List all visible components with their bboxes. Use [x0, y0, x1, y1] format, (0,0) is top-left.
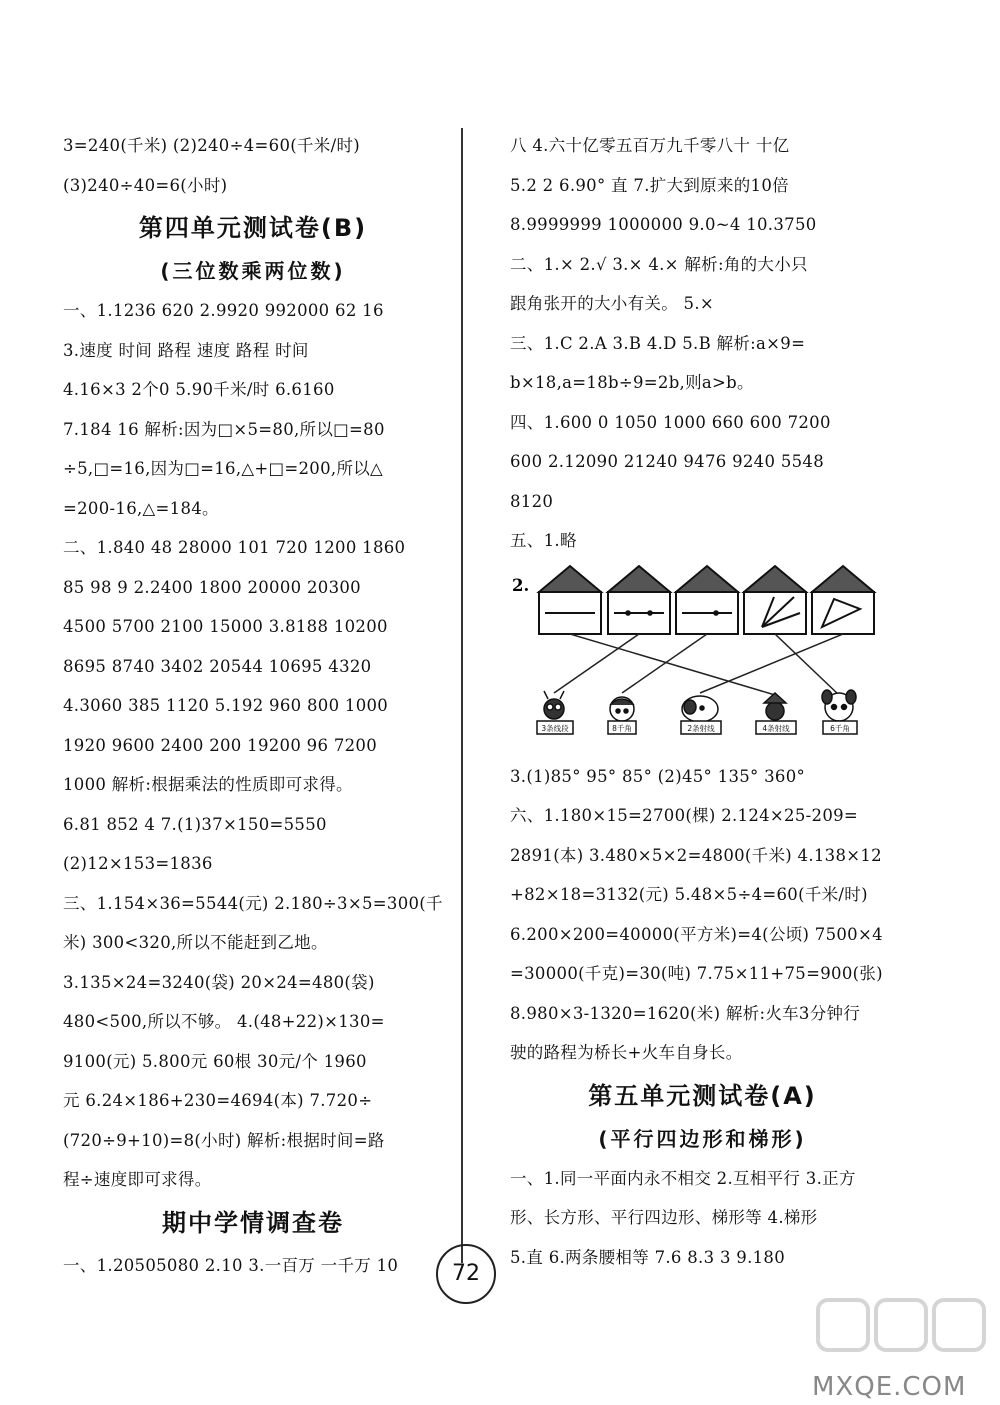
section-subtitle: (平行四边形和梯形)	[598, 1126, 807, 1151]
text-line: 三、1.154×36=5544(元) 2.180÷3×5=300(千	[63, 893, 443, 913]
text-line: 3.速度 时间 路程 速度 路程 时间	[63, 340, 309, 360]
sign-label: 6千角	[830, 723, 850, 733]
text-line: 1000 解析:根据乘法的性质即可求得。	[63, 775, 353, 794]
text-line: (2)12×153=1836	[63, 854, 213, 873]
text-line: 4.3060 385 1120 5.192 960 800 1000	[63, 696, 389, 715]
section-title: 第四单元测试卷(B)	[138, 214, 368, 242]
text-line: 跟角张开的大小有关。 5.×	[510, 294, 715, 313]
column-divider	[461, 128, 463, 1263]
text-line: 7.184 16 解析:因为□×5=80,所以□=80	[63, 419, 385, 439]
sign-label: 4条射线	[762, 723, 790, 733]
text-line: 六、1.180×15=2700(棵) 2.124×25-209=	[510, 806, 859, 825]
text-line: 3.(1)85° 95° 85° (2)45° 135° 360°	[510, 766, 806, 786]
text-line: 程÷速度即可求得。	[63, 1170, 212, 1189]
text-line: 480<500,所以不够。 4.(48+22)×130=	[63, 1012, 385, 1031]
text-line: b×18,a=18b÷9=2b,则a>b。	[510, 373, 754, 392]
text-line: 4.16×3 2个0 5.90千米/时 6.6160	[63, 380, 335, 399]
page-number: 72	[436, 1244, 496, 1304]
text-line: 8120	[510, 491, 554, 511]
text-line: 驶的路程为桥长+火车自身长。	[510, 1043, 743, 1062]
text-line: 2891(本) 3.480×5×2=4800(千米) 4.138×12	[510, 845, 882, 865]
text-line: 4500 5700 2100 15000 3.8188 10200	[63, 617, 388, 636]
house-4	[744, 566, 806, 634]
text-line: 二、1.840 48 28000 101 720 1200 1860	[63, 538, 406, 557]
text-line: 8.980×3-1320=1620(米) 解析:火车3分钟行	[510, 1003, 861, 1023]
text-line: 一、1.1236 620 2.9920 992000 62 16	[63, 301, 384, 320]
text-line: 四、1.600 0 1050 1000 660 600 7200	[510, 412, 831, 432]
text-line: 8.9999999 1000000 9.0~4 10.3750	[510, 215, 817, 234]
house-1	[539, 566, 601, 634]
sign-label: 3条线段	[541, 723, 569, 733]
sign-label: 2条射线	[687, 723, 715, 733]
text-line: 6.200×200=40000(平方米)=4(公顷) 7500×4	[510, 924, 883, 944]
house-3	[676, 566, 738, 634]
text-line: =30000(千克)=30(吨) 7.75×11+75=900(张)	[510, 964, 883, 983]
text-line: 一、1.同一平面内永不相交 2.互相平行 3.正方	[510, 1168, 856, 1188]
text-line: 三、1.C 2.A 3.B 4.D 5.B 解析:a×9=	[510, 333, 806, 353]
section-subtitle: (三位数乘两位数)	[160, 259, 346, 283]
text-line: 1920 9600 2400 200 19200 96 7200	[63, 735, 378, 755]
text-line: (720÷9+10)=8(小时) 解析:根据时间=路	[63, 1130, 385, 1150]
sign-label: 8千角	[612, 723, 632, 733]
text-line: 八 4.六十亿零五百万九千零八十 十亿	[510, 136, 790, 155]
left-column	[63, 126, 443, 1285]
watermark-text: MXQE.COM	[812, 1372, 967, 1402]
text-line: 600 2.12090 21240 9476 9240 5548	[510, 452, 825, 471]
house-5	[812, 566, 874, 634]
matching-figure	[510, 561, 895, 757]
text-line: +82×18=3132(元) 5.48×5÷4=60(千米/时)	[510, 885, 868, 904]
text-line: 5.2 2 6.90° 直 7.扩大到原来的10倍	[510, 175, 789, 195]
figure-label: 2.	[512, 575, 530, 595]
text-line: 6.81 852 4 7.(1)37×150=5550	[63, 814, 327, 834]
text-line: =200-16,△=184。	[63, 498, 219, 518]
section-title: 期中学情调查卷	[162, 1208, 344, 1237]
text-line: 3=240(千米) (2)240÷4=60(千米/时)	[63, 136, 360, 155]
text-line: 五、1.略	[510, 531, 577, 550]
text-line: (3)240÷40=6(小时)	[63, 175, 228, 195]
text-line: 85 98 9 2.2400 1800 20000 20300	[63, 577, 361, 597]
text-line: 8695 8740 3402 20544 10695 4320	[63, 656, 372, 676]
text-line: 二、1.× 2.√ 3.× 4.× 解析:角的大小只	[510, 254, 808, 274]
matching-lines	[554, 634, 843, 695]
section-title: 第五单元测试卷(A)	[588, 1081, 817, 1110]
text-line: 形、长方形、平行四边形、梯形等 4.梯形	[510, 1208, 818, 1227]
text-line: 5.直 6.两条腰相等 7.6 8.3 3 9.180	[510, 1247, 786, 1267]
house-2	[608, 566, 670, 634]
text-line: 3.135×24=3240(袋) 20×24=480(袋)	[63, 972, 375, 992]
right-column	[510, 126, 895, 1277]
matching-diagram	[510, 561, 895, 757]
text-line: 9100(元) 5.800元 60根 30元/个 1960	[63, 1051, 367, 1071]
text-line: 元 6.24×186+230=4694(本) 7.720÷	[63, 1091, 373, 1110]
text-line: 一、1.20505080 2.10 3.一百万 一千万 10	[63, 1255, 399, 1275]
text-line: ÷5,□=16,因为□=16,△+□=200,所以△	[63, 459, 384, 478]
text-line: 米) 300<320,所以不能赶到乙地。	[63, 933, 328, 952]
